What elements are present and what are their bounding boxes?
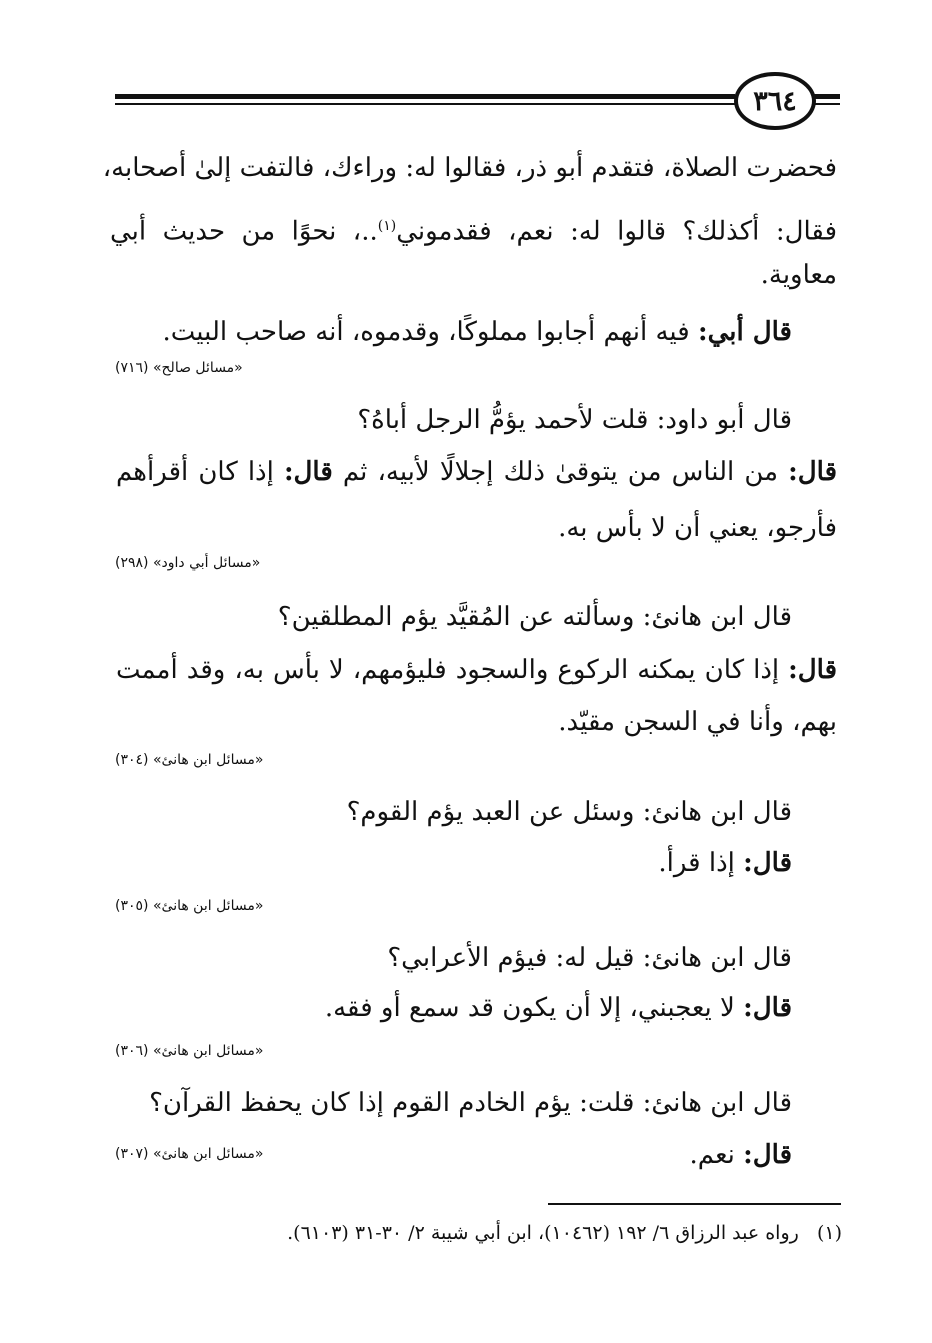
source-citation: «مسائل صالح» (٧١٦) bbox=[115, 360, 243, 376]
answer-line: قال أبي: فيه أنهم أجابوا مملوكًا، وقدموه، أنه صاحب البيت. bbox=[162, 317, 792, 347]
question-line: قال ابن هانئ: وسألته عن المُقيَّد يؤم المطلقين؟ bbox=[277, 602, 792, 632]
answer-line: قال: من الناس من يتوقىٰ ذلك إجلالًا لأبيه، ثم قال: إذا كان أقرأهم bbox=[116, 457, 837, 487]
header-rule-thin bbox=[115, 103, 735, 105]
speaker-label: قال: bbox=[788, 655, 837, 685]
paragraph-line: معاوية. bbox=[760, 260, 837, 290]
speaker-label: قال: bbox=[743, 993, 792, 1023]
source-citation: «مسائل ابن هانئ» (٣٠٥) bbox=[115, 898, 264, 914]
question-line: قال أبو داود: قلت لأحمد يؤمُّ الرجل أباهُ؟ bbox=[357, 405, 792, 435]
source-citation: «مسائل أبي داود» (٢٩٨) bbox=[115, 555, 261, 571]
footnote-separator bbox=[548, 1203, 841, 1205]
answer-line: قال: لا يعجبني، إلا أن يكون قد سمع أو فقه. bbox=[324, 993, 792, 1023]
answer-line: قال: إذا كان يمكنه الركوع والسجود فليؤمهم، لا بأس به، وقد أممت bbox=[116, 655, 837, 685]
footnote-text: رواه عبد الرزاق ٦/ ١٩٢ (١٠٤٦٢)، ابن أبي شيبة ٢/ ٣٠-٣١ (٦١٠٣). bbox=[287, 1222, 799, 1244]
speaker-label: قال: bbox=[743, 1140, 792, 1170]
header-rule-right-thin bbox=[812, 103, 840, 105]
source-citation: «مسائل ابن هانئ» (٣٠٤) bbox=[115, 752, 264, 768]
paragraph-line: فحضرت الصلاة، فتقدم أبو ذر، فقالوا له: وراءك، فالتفت إلىٰ أصحابه، bbox=[102, 153, 837, 183]
answer-line: قال: نعم. bbox=[689, 1140, 792, 1170]
answer-line: فأرجو، يعني أن لا بأس به. bbox=[558, 513, 837, 543]
footnote-marker: (١) bbox=[377, 218, 397, 234]
question-line: قال ابن هانئ: قيل له: فيؤم الأعرابي؟ bbox=[387, 943, 792, 973]
speaker-label: قال: bbox=[743, 848, 792, 878]
source-citation: «مسائل ابن هانئ» (٣٠٧) bbox=[115, 1146, 264, 1162]
speaker-label: قال: bbox=[788, 457, 837, 487]
paragraph-line: فقال: أكذلك؟ قالوا له: نعم، فقدموني$^{(١)}$..، نحوًا من حديث أبي bbox=[110, 216, 837, 247]
answer-line: بهم، وأنا في السجن مقيّد. bbox=[558, 707, 837, 737]
question-line: قال ابن هانئ: قلت: يؤم الخادم القوم إذا كان يحفظ القرآن؟ bbox=[149, 1088, 792, 1118]
answer-line: قال: إذا قرأ. bbox=[658, 848, 792, 878]
header-rule-right-thick bbox=[812, 94, 840, 99]
speaker-label: قال أبي: bbox=[697, 317, 792, 347]
question-line: قال ابن هانئ: وسئل عن العبد يؤم القوم؟ bbox=[346, 797, 792, 827]
footnote bbox=[287, 1222, 842, 1244]
speaker-label: قال: bbox=[283, 457, 333, 487]
page-number: ٣٦٤ bbox=[734, 72, 816, 130]
footnote-number: (١) bbox=[816, 1222, 842, 1244]
header-rule-thick bbox=[115, 94, 735, 99]
source-citation: «مسائل ابن هانئ» (٣٠٦) bbox=[115, 1043, 264, 1059]
